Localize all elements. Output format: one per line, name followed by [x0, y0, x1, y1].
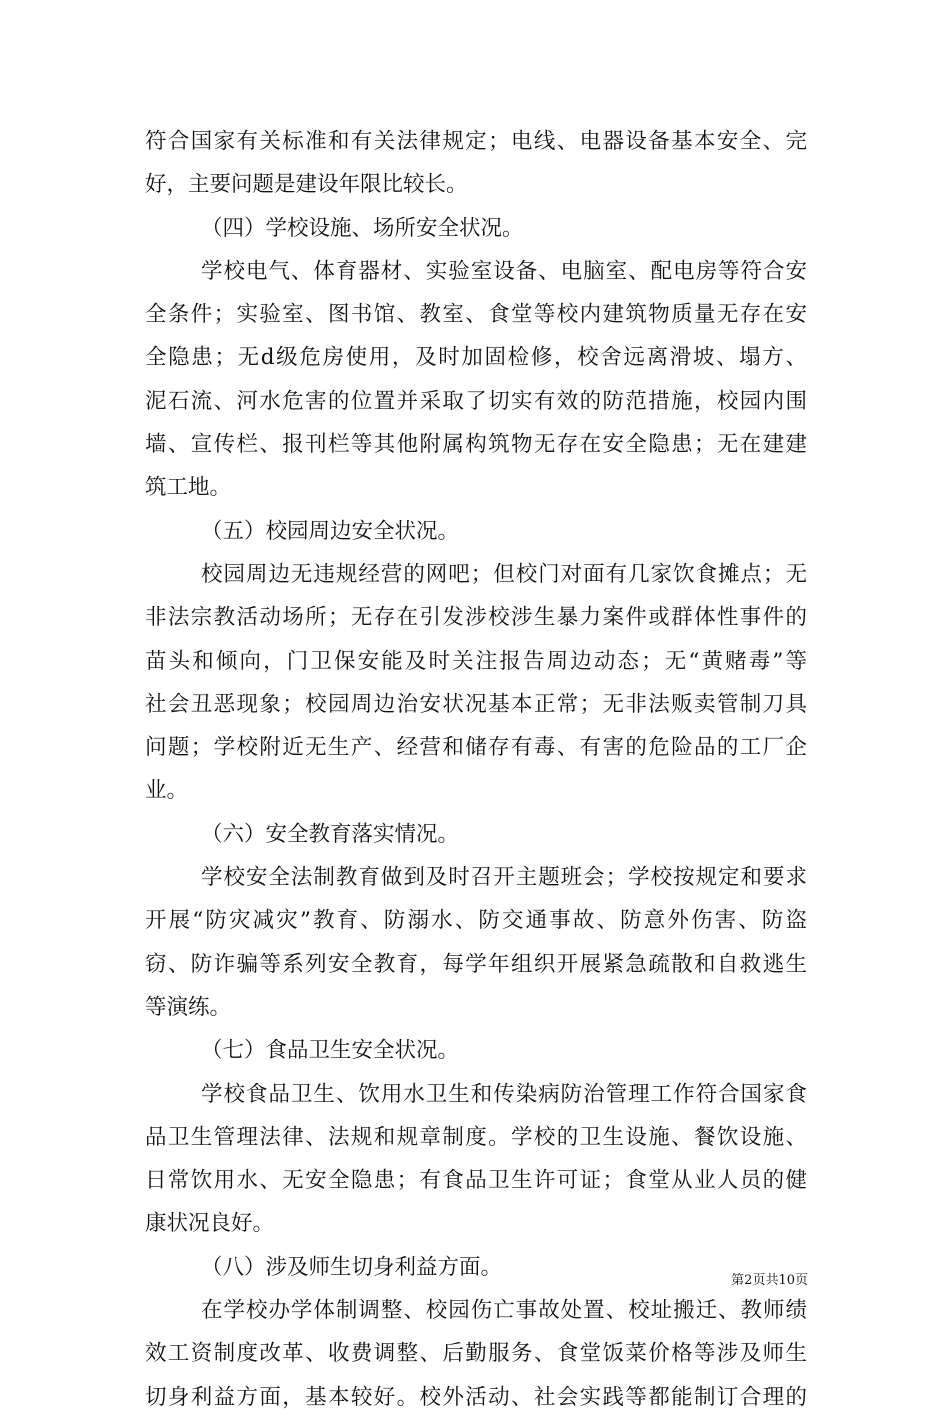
text-line: 符合国家有关标准和有关法律规定；电线、电器设备基本安全、完	[145, 129, 807, 154]
text-line: 筑工地。	[145, 475, 232, 501]
section-heading: （五）校园周边安全状况。	[201, 518, 460, 544]
text-line: 业。	[145, 778, 189, 804]
text-line: 非法宗教活动场所；无存在引发涉校涉生暴力案件或群体性事件的	[145, 605, 807, 631]
text-line: 开展“防灾减灾”教育、防溺水、防交通事故、防意外伤害、防盗	[145, 908, 807, 934]
text-line: 品卫生管理法律、法规和规章制度。学校的卫生设施、餐饮设施、	[145, 1124, 807, 1150]
text-line: 全隐患；无d级危房使用，及时加固检修，校舍远离滑坡、塌方、	[145, 345, 807, 371]
text-line: 学校食品卫生、饮用水卫生和传染病防治管理工作符合国家食	[201, 1081, 807, 1107]
text-line: 学校安全法制教育做到及时召开主题班会；学校按规定和要求	[201, 865, 807, 891]
text-line: 问题；学校附近无生产、经营和储存有毒、有害的危险品的工厂企	[145, 735, 807, 761]
text-line: 泥石流、河水危害的位置并采取了切实有效的防范措施，校园内围	[145, 388, 807, 414]
section-heading: （七）食品卫生安全状况。	[201, 1038, 460, 1064]
text-line: 日常饮用水、无安全隐患；有食品卫生许可证；食堂从业人员的健	[145, 1168, 807, 1194]
text-line: 苗头和倾向，门卫保安能及时关注报告周边动态；无“黄赌毒”等	[145, 648, 807, 674]
section-heading: （八）涉及师生切身利益方面。	[201, 1254, 503, 1280]
text-line: 校园周边无违规经营的网吧；但校门对面有几家饮食摊点；无	[201, 561, 807, 587]
text-line: 切身利益方面，基本较好。校外活动、社会实践等都能制订合理的	[145, 1384, 807, 1410]
text-line: 窃、防诈骗等系列安全教育，每学年组织开展紧急疏散和自救逃生	[145, 951, 807, 977]
text-line: 墙、宣传栏、报刊栏等其他附属构筑物无存在安全隐患；无在建建	[145, 432, 807, 458]
text-line: 等演练。	[145, 994, 232, 1020]
text-line: 好，主要问题是建设年限比较长。	[145, 172, 468, 198]
text-line: 效工资制度改革、收费调整、后勤服务、食堂饭菜价格等涉及师生	[145, 1341, 807, 1367]
section-heading: （四）学校设施、场所安全状况。	[201, 215, 524, 241]
text-line: 康状况良好。	[145, 1211, 275, 1237]
text-line: 学校电气、体育器材、实验室设备、电脑室、配电房等符合安	[201, 258, 807, 284]
text-line: 全条件；实验室、图书馆、教室、食堂等校内建筑物质量无存在安	[145, 302, 807, 328]
page-number-footer: 第2页共10页	[731, 1273, 808, 1288]
section-heading: （六）安全教育落实情况。	[201, 821, 460, 847]
text-line: 在学校办学体制调整、校园伤亡事故处置、校址搬迁、教师绩	[201, 1298, 807, 1324]
document-body	[145, 120, 807, 1419]
text-line: 社会丑恶现象；校园周边治安状况基本正常；无非法贩卖管制刀具	[145, 691, 807, 717]
